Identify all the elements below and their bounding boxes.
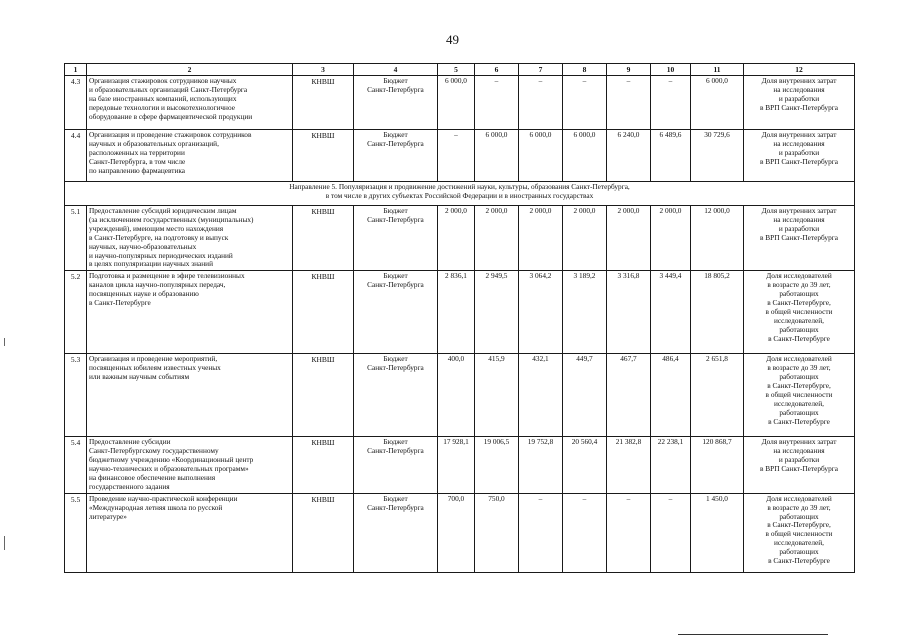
- value-2024: [607, 130, 651, 182]
- text-line: 400,0: [447, 354, 465, 364]
- funding-source: [354, 130, 438, 182]
- text-line: в том числе в других субъектах Российской Федерации и в иностранных государствах: [325, 191, 594, 201]
- responsible-executor: [293, 437, 354, 493]
- text-line: Доля внутренних затрат: [761, 76, 837, 86]
- value-2021: [475, 437, 519, 493]
- text-line: 2 000,0: [573, 206, 596, 216]
- text-line: исследователей,: [774, 538, 824, 548]
- value-2024: [607, 76, 651, 130]
- value-2020: [438, 271, 475, 354]
- text-line: и разработки: [778, 455, 820, 465]
- text-line: 22 238,1: [657, 437, 684, 447]
- text-line: –: [582, 76, 587, 86]
- value-2020: [438, 354, 475, 437]
- text-line: государственного задания: [89, 481, 170, 491]
- column-header: 12: [744, 64, 855, 76]
- text-line: 3 316,8: [617, 271, 640, 281]
- text-line: Доля исследователей: [766, 354, 832, 364]
- table-row: [65, 354, 855, 437]
- text-line: научно-технических и образовательных программ»: [89, 464, 249, 474]
- text-line: Организация и проведение стажировок сотрудников: [89, 130, 252, 140]
- text-line: расположенных на территории: [89, 147, 185, 157]
- text-line: Предоставление субсидии: [89, 437, 171, 447]
- text-line: –: [668, 76, 673, 86]
- responsible-executor: [293, 76, 354, 130]
- text-line: учреждений), имеющим место нахождения: [89, 223, 224, 233]
- text-line: 2 000,0: [659, 206, 682, 216]
- text-line: 5.1: [70, 207, 81, 217]
- text-line: КНВШ: [311, 207, 335, 217]
- text-line: Доля внутренних затрат: [761, 437, 837, 447]
- funding-source: [354, 271, 438, 354]
- item-number: [65, 130, 87, 182]
- value-2022: [519, 437, 563, 493]
- table-row: [65, 493, 855, 572]
- value-2020: [438, 206, 475, 271]
- value-2021: [475, 76, 519, 130]
- text-line: Подготовка и размещение в эфире телевизионных: [89, 271, 245, 281]
- text-line: Бюджет: [383, 437, 408, 447]
- target-indicator: [744, 493, 855, 572]
- responsible-executor: [293, 493, 354, 572]
- section-heading: [65, 182, 855, 206]
- text-line: 2 000,0: [485, 206, 508, 216]
- funding-source: [354, 76, 438, 130]
- text-line: посвященных науке и образованию: [89, 289, 199, 299]
- text-line: передовые технологии и высокотехнологичное: [89, 102, 235, 112]
- column-header: 5: [438, 64, 475, 76]
- value-2022: [519, 271, 563, 354]
- text-line: на исследования: [773, 85, 825, 95]
- responsible-executor: [293, 130, 354, 182]
- text-line: 6 000,0: [706, 76, 728, 86]
- value-total: [691, 493, 744, 572]
- value-2021: [475, 354, 519, 437]
- item-number: [65, 437, 87, 493]
- text-line: работающих: [779, 407, 819, 417]
- text-line: 18 805,2: [704, 271, 730, 281]
- value-2025: [651, 130, 691, 182]
- value-2023: [563, 354, 607, 437]
- text-line: Санкт-Петербурга: [367, 280, 424, 290]
- text-line: Бюджет: [383, 130, 408, 140]
- funding-source: [354, 493, 438, 572]
- text-line: 20 560,4: [571, 437, 598, 447]
- column-header: 6: [475, 64, 519, 76]
- text-line: и научно-популярных периодических изданий: [89, 250, 233, 260]
- value-total: [691, 354, 744, 437]
- value-2022: [519, 76, 563, 130]
- column-header: 7: [519, 64, 563, 76]
- text-line: Санкт-Петербургскому государственному: [89, 446, 219, 456]
- column-header: 10: [651, 64, 691, 76]
- table-row: [65, 206, 855, 271]
- target-indicator: [744, 437, 855, 493]
- column-header: 4: [354, 64, 438, 76]
- value-2023: [563, 130, 607, 182]
- text-line: Санкт-Петербурга: [367, 363, 424, 373]
- text-line: Бюджет: [383, 206, 408, 216]
- text-line: и разработки: [778, 93, 820, 103]
- text-line: в возрасте до 39 лет,: [767, 280, 831, 290]
- value-total: [691, 130, 744, 182]
- column-header: 8: [563, 64, 607, 76]
- value-2022: [519, 493, 563, 572]
- value-2020: [438, 437, 475, 493]
- value-2023: [563, 437, 607, 493]
- text-line: «Международная летняя школа по русской: [89, 502, 223, 512]
- target-indicator: [744, 130, 855, 182]
- text-line: 1 450,0: [706, 493, 728, 503]
- text-line: исследователей,: [774, 315, 824, 325]
- item-number: [65, 354, 87, 437]
- text-line: 12 000,0: [704, 206, 730, 216]
- column-header: 11: [691, 64, 744, 76]
- text-line: 2 651,8: [706, 354, 728, 364]
- value-2024: [607, 206, 651, 271]
- text-line: на финансовое обеспечение выполнения: [89, 472, 216, 482]
- text-line: в ВРП Санкт-Петербурга: [760, 102, 838, 112]
- text-line: 19 752,8: [527, 437, 554, 447]
- text-line: работающих: [779, 289, 819, 299]
- text-line: 6 000,0: [445, 76, 467, 86]
- page-number: 49: [446, 32, 459, 47]
- value-2023: [563, 493, 607, 572]
- text-line: 5.2: [70, 272, 81, 282]
- text-line: бюджетному учреждению «Координационный центр: [89, 455, 254, 465]
- text-line: оборудование в сфере фармацевтической продукции: [89, 111, 253, 121]
- text-line: Организация и проведение мероприятий,: [89, 354, 218, 364]
- text-line: Доля внутренних затрат: [761, 130, 837, 140]
- text-line: в Санкт-Петербурге, на подготовку и выпуск: [89, 232, 229, 242]
- activity-description: [87, 437, 293, 493]
- activity-description: [87, 130, 293, 182]
- responsible-executor: [293, 354, 354, 437]
- program-table: [64, 63, 855, 573]
- table-row: [65, 271, 855, 354]
- text-line: 449,7: [576, 354, 593, 364]
- text-line: 6 000,0: [573, 130, 596, 140]
- scan-artifact: [4, 536, 5, 550]
- section-row: [65, 182, 855, 206]
- text-line: 6 000,0: [529, 130, 552, 140]
- text-line: Санкт-Петербурга: [367, 139, 424, 149]
- text-line: 3 189,2: [573, 271, 596, 281]
- text-line: 3 449,4: [659, 271, 682, 281]
- text-line: –: [626, 493, 631, 503]
- text-line: 30 729,6: [704, 130, 730, 140]
- text-line: 6 240,0: [617, 130, 640, 140]
- value-2021: [475, 271, 519, 354]
- value-2025: [651, 206, 691, 271]
- text-line: и разработки: [778, 223, 820, 233]
- footer-rule: [678, 634, 828, 635]
- text-line: Санкт-Петербурга: [367, 85, 424, 95]
- value-2025: [651, 271, 691, 354]
- value-2020: [438, 76, 475, 130]
- text-line: 5.5: [70, 494, 81, 504]
- value-2024: [607, 271, 651, 354]
- text-line: 2 000,0: [529, 206, 552, 216]
- text-line: 415,9: [488, 354, 505, 364]
- text-line: в Санкт-Петербурге: [768, 555, 830, 565]
- text-line: Организация стажировок сотрудников научных: [89, 76, 237, 86]
- value-2023: [563, 271, 607, 354]
- text-line: КНВШ: [311, 272, 335, 282]
- text-line: 3 064,2: [529, 271, 552, 281]
- text-line: каналов цикла научно-популярных передач,: [89, 280, 226, 290]
- text-line: работающих: [779, 511, 819, 521]
- text-line: научных, научно-образовательных: [89, 241, 197, 251]
- target-indicator: [744, 271, 855, 354]
- text-line: работающих: [779, 372, 819, 382]
- value-2024: [607, 493, 651, 572]
- text-line: на исследования: [773, 139, 825, 149]
- text-line: в общей численности: [765, 529, 833, 539]
- value-2025: [651, 437, 691, 493]
- activity-description: [87, 206, 293, 271]
- text-line: в ВРП Санкт-Петербурга: [760, 232, 838, 242]
- text-line: научных и образовательных организаций,: [89, 139, 219, 149]
- responsible-executor: [293, 206, 354, 271]
- text-line: –: [454, 130, 458, 140]
- text-line: на исследования: [773, 215, 825, 225]
- value-total: [691, 76, 744, 130]
- target-indicator: [744, 354, 855, 437]
- text-line: Направление 5. Популяризация и продвижение достижений науки, культуры, образования Санкт-Петербурга,: [289, 182, 630, 192]
- text-line: Бюджет: [383, 76, 408, 86]
- value-total: [691, 437, 744, 493]
- text-line: Санкт-Петербурга: [367, 446, 424, 456]
- text-line: 17 928,1: [443, 437, 469, 447]
- text-line: 5.3: [70, 355, 81, 365]
- column-header: 1: [65, 64, 87, 76]
- text-line: КНВШ: [311, 77, 335, 87]
- text-line: 700,0: [447, 493, 465, 503]
- text-line: 4.4: [70, 131, 81, 141]
- text-line: Санкт-Петербурга: [367, 502, 424, 512]
- value-2020: [438, 130, 475, 182]
- table-row: [65, 437, 855, 493]
- text-line: работающих: [779, 547, 819, 557]
- text-line: КНВШ: [311, 355, 335, 365]
- text-line: 6 000,0: [485, 130, 508, 140]
- text-line: в Санкт-Петербурге,: [767, 520, 831, 530]
- text-line: 19 006,5: [483, 437, 510, 447]
- text-line: (за исключением государственных (муниципальных): [89, 215, 254, 225]
- text-line: 2 949,5: [485, 271, 508, 281]
- funding-source: [354, 437, 438, 493]
- text-line: 432,1: [532, 354, 549, 364]
- text-line: КНВШ: [311, 494, 335, 504]
- text-line: КНВШ: [311, 438, 335, 448]
- table-body: [65, 76, 855, 573]
- value-2025: [651, 493, 691, 572]
- header-row: [65, 64, 855, 76]
- text-line: –: [494, 76, 499, 86]
- text-line: в возрасте до 39 лет,: [767, 502, 831, 512]
- text-line: –: [582, 493, 587, 503]
- text-line: на исследования: [773, 446, 825, 456]
- text-line: 467,7: [620, 354, 637, 364]
- text-line: Санкт-Петербурга: [367, 215, 424, 225]
- value-2022: [519, 354, 563, 437]
- text-line: 4.3: [70, 77, 81, 87]
- text-line: в ВРП Санкт-Петербурга: [760, 156, 838, 166]
- value-2021: [475, 206, 519, 271]
- text-line: 750,0: [488, 493, 505, 503]
- text-line: в Санкт-Петербурге,: [767, 381, 831, 391]
- value-2025: [651, 76, 691, 130]
- text-line: Бюджет: [383, 493, 408, 503]
- target-indicator: [744, 76, 855, 130]
- value-2021: [475, 493, 519, 572]
- target-indicator: [744, 206, 855, 271]
- value-2025: [651, 354, 691, 437]
- text-line: в возрасте до 39 лет,: [767, 363, 831, 373]
- column-header: 2: [87, 64, 293, 76]
- value-total: [691, 271, 744, 354]
- text-line: –: [626, 76, 631, 86]
- text-line: в ВРП Санкт-Петербурга: [760, 464, 838, 474]
- item-number: [65, 493, 87, 572]
- text-line: исследователей,: [774, 398, 824, 408]
- text-line: в целях популяризации научных знаний: [89, 259, 213, 269]
- text-line: и образовательных организаций Санкт-Петербурга: [89, 85, 248, 95]
- text-line: 5.4: [70, 438, 81, 448]
- funding-source: [354, 354, 438, 437]
- text-line: Доля внутренних затрат: [761, 206, 837, 216]
- activity-description: [87, 271, 293, 354]
- text-line: работающих: [779, 324, 819, 334]
- text-line: в Санкт-Петербурге: [768, 333, 830, 343]
- text-line: –: [668, 493, 673, 503]
- value-2023: [563, 76, 607, 130]
- text-line: по направлению фармацевтика: [89, 165, 186, 175]
- text-line: КНВШ: [311, 131, 335, 141]
- activity-description: [87, 493, 293, 572]
- value-2024: [607, 437, 651, 493]
- table-row: [65, 130, 855, 182]
- text-line: Бюджет: [383, 354, 408, 364]
- text-line: Санкт-Петербурга, в том числе: [89, 156, 186, 166]
- text-line: или важным научным событиям: [89, 372, 190, 382]
- value-total: [691, 206, 744, 271]
- text-line: в Санкт-Петербурге,: [767, 298, 831, 308]
- text-line: –: [538, 76, 543, 86]
- activity-description: [87, 354, 293, 437]
- value-2020: [438, 493, 475, 572]
- value-2021: [475, 130, 519, 182]
- activity-description: [87, 76, 293, 130]
- column-header: 3: [293, 64, 354, 76]
- item-number: [65, 76, 87, 130]
- text-line: и разработки: [778, 147, 820, 157]
- scan-artifact: [4, 338, 5, 346]
- table-row: [65, 76, 855, 130]
- text-line: 120 868,7: [702, 437, 732, 447]
- text-line: в Санкт-Петербурге: [768, 416, 830, 426]
- value-2023: [563, 206, 607, 271]
- text-line: в общей численности: [765, 306, 833, 316]
- text-line: Доля исследователей: [766, 493, 832, 503]
- item-number: [65, 271, 87, 354]
- text-line: 2 000,0: [617, 206, 640, 216]
- text-line: посвященных юбилеям известных ученых: [89, 363, 221, 373]
- text-line: в общей численности: [765, 389, 833, 399]
- value-2024: [607, 354, 651, 437]
- text-line: на базе иностранных компаний, использующих: [89, 93, 237, 103]
- item-number: [65, 206, 87, 271]
- text-line: 2 000,0: [445, 206, 467, 216]
- funding-source: [354, 206, 438, 271]
- text-line: 21 382,8: [615, 437, 642, 447]
- text-line: 6 489,6: [659, 130, 682, 140]
- text-line: –: [538, 493, 543, 503]
- text-line: 486,4: [662, 354, 679, 364]
- text-line: Предоставление субсидий юридическим лицам: [89, 206, 237, 216]
- text-line: литературе»: [89, 511, 127, 521]
- responsible-executor: [293, 271, 354, 354]
- value-2022: [519, 130, 563, 182]
- text-line: Проведение научно-практической конференции: [89, 493, 238, 503]
- column-header: 9: [607, 64, 651, 76]
- text-line: Доля исследователей: [766, 271, 832, 281]
- text-line: в Санкт-Петербурге: [89, 298, 151, 308]
- text-line: 2 836,1: [445, 271, 467, 281]
- value-2022: [519, 206, 563, 271]
- text-line: Бюджет: [383, 271, 408, 281]
